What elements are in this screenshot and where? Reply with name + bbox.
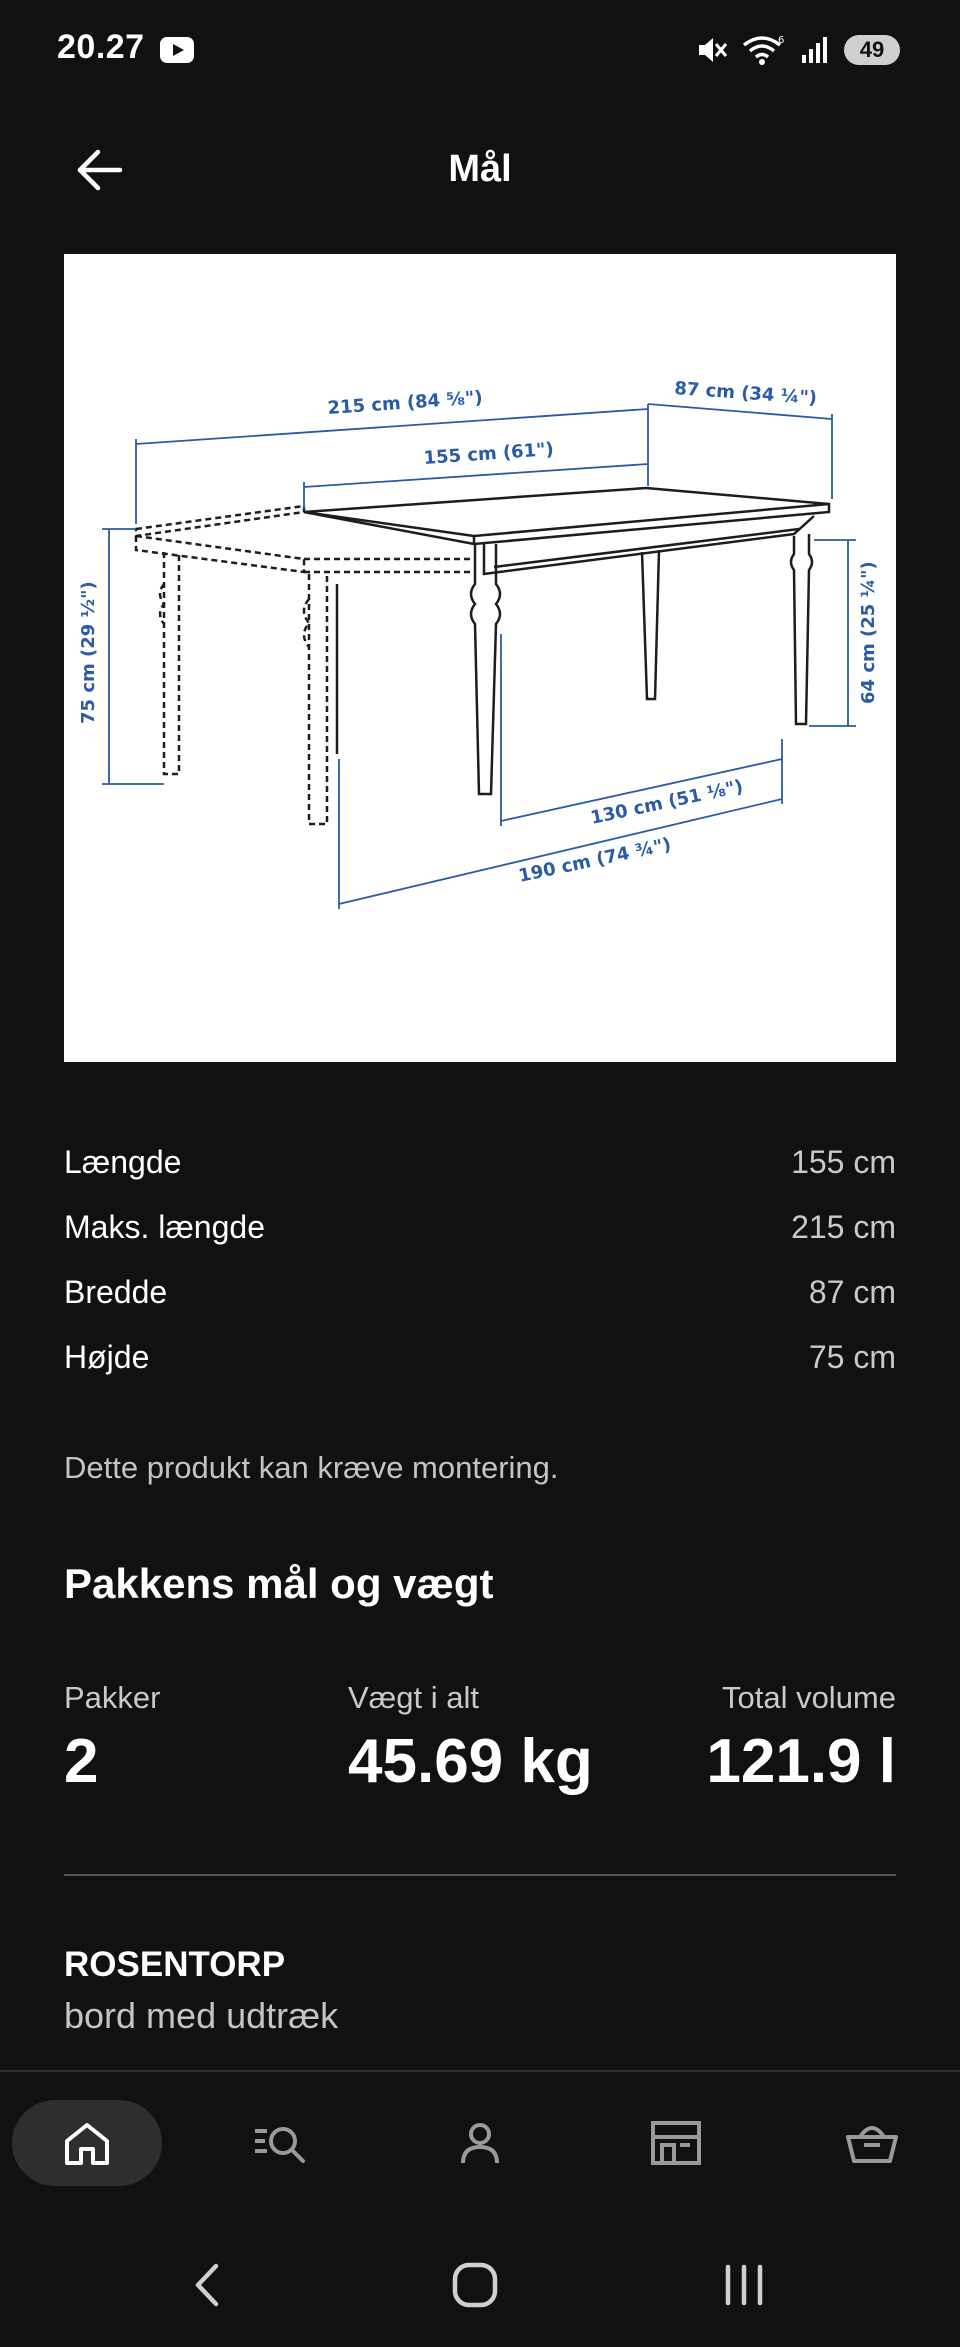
dimension-value: 75 cm [808,1339,896,1375]
bottom-nav [0,2100,960,2190]
status-time: 20.27 [57,28,145,66]
dimension-label: Maks. længde [64,1209,265,1245]
package-stat-weight [348,1680,593,1797]
svg-text:6: 6 [778,35,785,46]
dimensions-list [64,1130,896,1390]
product-name: ROSENTORP [64,1945,286,1984]
product-description: bord med udtræk [64,1995,339,2036]
bottom-nav-divider [0,2070,960,2072]
nav-basket-button[interactable] [822,2100,922,2186]
nav-profile-button[interactable] [430,2100,530,2186]
table-drawing [64,254,896,1062]
section-divider [64,1874,896,1876]
dimension-value: 155 cm [791,1144,896,1180]
package-section-title: Pakkens mål og vægt [64,1560,494,1607]
system-back-button[interactable] [158,2240,258,2330]
dimension-row-height [64,1325,896,1390]
system-home-button[interactable] [425,2240,525,2330]
dimension-row-max-length [64,1195,896,1260]
package-stat-packages [64,1680,160,1797]
wifi-icon [742,33,786,67]
youtube-notification-icon [160,37,194,63]
package-stat-label: Vægt i alt [348,1680,479,1715]
dimension-row-width [64,1260,896,1325]
home-icon [61,2117,113,2169]
dimension-row-length [64,1130,896,1195]
diagram-label-length: 155 cm (61") [422,438,555,469]
diagram-label-max-length: 215 cm (84 ⅝") [326,387,484,419]
package-stat-value: 121.9 l [706,1727,896,1796]
diagram-label-leg-span-extended: 190 cm (74 ¾") [516,834,673,887]
package-stats [64,1680,896,1800]
package-stat-label: Pakker [64,1680,161,1715]
diagram-label-apron-height: 64 cm (25 ¼") [858,561,879,704]
basket-icon [844,2117,900,2169]
dimension-value: 215 cm [791,1209,896,1245]
nav-home-button[interactable] [12,2100,162,2186]
dimension-value: 87 cm [808,1274,896,1310]
dimension-label: Højde [64,1339,150,1375]
nav-search-button[interactable] [232,2100,332,2186]
diagram-label-height: 75 cm (29 ½") [78,581,99,724]
assembly-note: Dette produkt kan kræve montering. [64,1450,559,1485]
dimension-diagram [64,254,896,1062]
dimension-label: Bredde [64,1274,168,1310]
battery-indicator: 49 [844,35,900,65]
signal-icon [800,35,830,65]
page-title: Mål [448,148,512,190]
nav-store-button[interactable] [626,2100,726,2186]
package-stat-label: Total volume [721,1680,896,1715]
dimension-label: Længde [64,1144,182,1180]
recent-apps-icon [719,2260,769,2310]
home-square-icon [450,2260,500,2310]
chevron-left-icon [188,2260,228,2310]
package-stat-value: 2 [64,1727,99,1796]
system-nav-bar [0,2240,960,2330]
store-icon [648,2117,704,2169]
status-bar [0,0,960,100]
package-stat-volume [706,1680,896,1797]
diagram-label-width: 87 cm (34 ¼") [673,378,818,409]
profile-icon [454,2117,506,2169]
system-recent-apps-button[interactable] [694,2240,794,2330]
package-stat-value: 45.69 kg [348,1727,593,1796]
search-list-icon [251,2117,313,2169]
diagram-label-leg-span: 130 cm (51 ⅛") [588,776,745,829]
app-header [0,120,960,220]
status-icons [694,30,900,70]
mute-icon [694,33,728,67]
